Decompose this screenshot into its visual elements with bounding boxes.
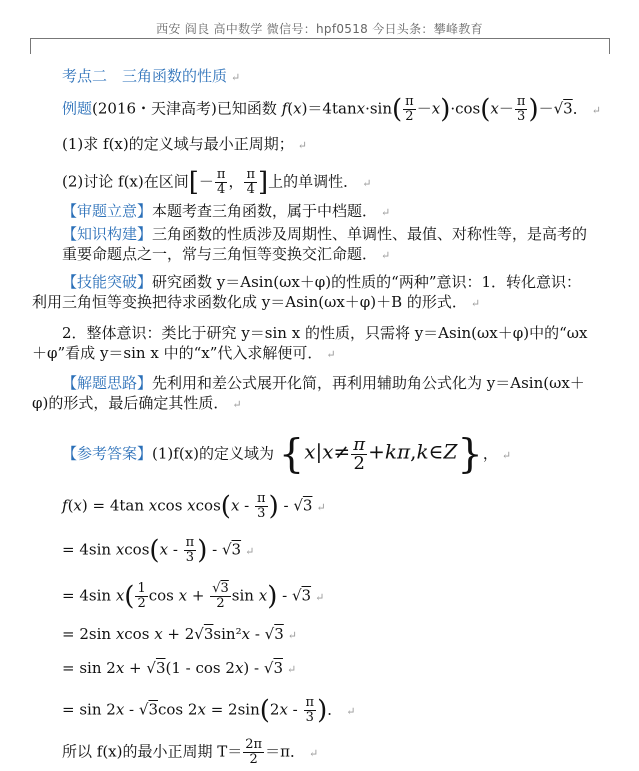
eq-1: f(x) = 4tan xcos xcos(x - $\frac{\pi}{3}$ ) - √3 ↵ <box>62 491 326 522</box>
corner-mark-right <box>609 38 610 54</box>
jineng-text-1: 研究函数 y＝Asin(ωx＋φ)的性质的“两种”意识：1．转化意识：利用三角恒等变换把待求函数化成 y＝Asin(ωx＋φ)＋B 的形式． <box>32 273 582 311</box>
zhishi-text: 三角函数的性质涉及周期性、单调性、最值、对称性等，是高考的重要命题点之一，常与三角恒等变换交汇命题． <box>62 225 588 263</box>
question-2: (2)讨论 f(x)在区间[－ $\frac{\pi}{4}$ ， $\frac{\pi}{4}$ ]上的单调性． ↵ <box>62 167 372 198</box>
jineng-label: 【技能突破】 <box>62 273 153 291</box>
answer-line: 【参考答案】(1)f(x)的定义域为 {x|x≠ $\frac{\pi}{2}$ +kπ,k∈Z}， ↵ <box>62 431 512 478</box>
eq-6: = sin 2x - √3cos 2x = 2sin(2x - $\frac{\pi}{3}$ )． ↵ <box>62 695 356 726</box>
jineng-paragraph-2: 2．整体意识：类比于研究 y＝sin x 的性质，只需将 y＝Asin(ωx＋φ)中的“ωx＋φ”看成 y＝sin x 中的“x”代入求解便可． ↵ <box>32 324 588 362</box>
question-2-suffix: 上的单调性． <box>268 172 359 191</box>
eq-2: = 4sin xcos(x - $\frac{\pi}{3}$ ) - √3 ↵ <box>62 535 255 566</box>
shenti-text: 本题考查三角函数，属于中档题． <box>152 202 378 220</box>
jineng-text-2: 2．整体意识：类比于研究 y＝sin x 的性质，只需将 y＝Asin(ωx＋φ)中的“ωx＋φ”看成 y＝sin x 中的“x”代入求解便可． <box>32 324 588 362</box>
header-rule <box>30 38 610 39</box>
final-tail: ＝π． <box>265 742 305 761</box>
jineng-paragraph-1: 【技能突破】研究函数 y＝Asin(ωx＋φ)的性质的“两种”意识：1．转化意识：利用三角恒等变换把待求函数化成 y＝Asin(ωx＋φ)＋B 的形式． ↵ <box>32 273 582 311</box>
shenti-label: 【审题立意】 <box>62 202 153 220</box>
final-line: 所以 f(x)的最小正周期 T＝ $\frac{2\pi}{2}$ ＝π． ↵ <box>62 737 319 767</box>
eq-3: = 4sin x( $\frac{1}{2}$ cos x + $\frac{√3}{2}$ sin x) - √3 ↵ <box>62 581 325 612</box>
shenti-line: 【审题立意】本题考查三角函数，属于中档题． ↵ <box>62 202 391 220</box>
page-header: 西安 阎良 高中数学 微信号：hpf0518 今日头条：攀峰教育 <box>156 22 483 36</box>
silu-label: 【解题思路】 <box>62 374 153 392</box>
section-title: 考点二 三角函数的性质 ↵ <box>62 67 241 85</box>
zhishi-paragraph: 【知识构建】三角函数的性质涉及周期性、单调性、最值、对称性等，是高考的重要命题点之一，常与三角恒等变换交汇命题． ↵ <box>62 225 588 263</box>
question-1-text: (1)求 f(x)的定义域与最小正周期； <box>62 135 294 153</box>
example-line: 例题(2016・天津高考)已知函数 f(x)＝4tanx·sin( $\frac{\pi}{2}$ －x)·cos(x－ $\frac{\pi}{3}$ )－√3． ↵ <box>62 94 601 125</box>
example-label: 例题 <box>62 99 93 118</box>
silu-text: 先利用和差公式展开化简，再利用辅助角公式化为 y＝Asin(ωx＋φ)的形式，最后确定其性质． <box>32 374 585 412</box>
corner-mark-left <box>30 38 31 54</box>
zhishi-label: 【知识构建】 <box>62 225 153 243</box>
section-title-text: 考点二 三角函数的性质 <box>62 67 228 85</box>
answer-label: 【参考答案】 <box>62 444 153 463</box>
silu-paragraph: 【解题思路】先利用和差公式展开化简，再利用辅助角公式化为 y＝Asin(ωx＋φ)的形式，最后确定其性质． ↵ <box>32 374 585 412</box>
answer-text: (1)f(x)的定义域为 <box>152 444 274 463</box>
example-source: (2016・天津高考)已知函数 <box>92 99 277 118</box>
eq-4: = 2sin xcos x + 2√3sin²x - √3 ↵ <box>62 625 297 643</box>
question-2-prefix: (2)讨论 f(x)在区间 <box>62 172 189 191</box>
question-1: (1)求 f(x)的定义域与最小正周期； ↵ <box>62 135 307 153</box>
eq-5: = sin 2x + √3(1 - cos 2x) - √3 ↵ <box>62 659 297 677</box>
final-text: 所以 f(x)的最小正周期 T＝ <box>62 742 243 761</box>
